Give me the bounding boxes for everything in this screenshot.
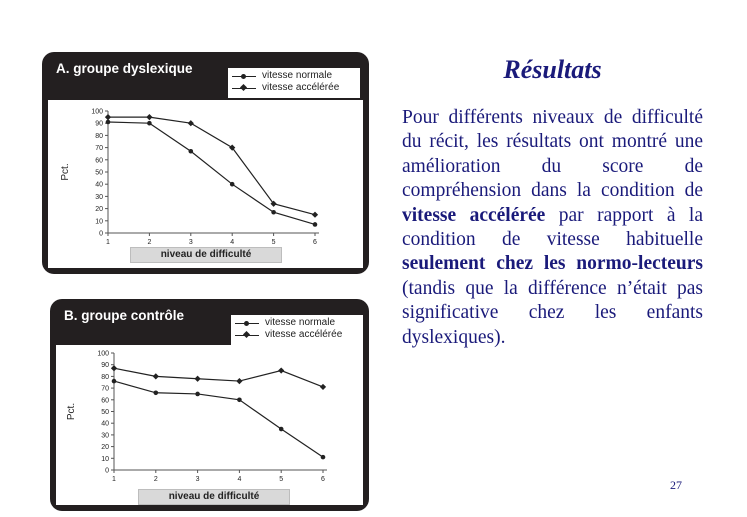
line-chart-dyslexic <box>48 100 363 268</box>
y-tick-label: 50 <box>95 169 103 177</box>
x-tick-label: 2 <box>147 239 152 246</box>
y-tick-label: 90 <box>95 120 103 128</box>
legend-item-accelerated <box>231 329 363 341</box>
y-tick-label: 70 <box>95 145 103 153</box>
data-point-accelerated <box>188 120 194 126</box>
y-tick-label: 10 <box>101 455 109 463</box>
x-axis-label-box <box>138 489 290 505</box>
slide-title: Résultats <box>503 55 602 84</box>
y-tick-label: 50 <box>101 409 109 416</box>
y-tick-label: 90 <box>101 362 109 370</box>
chart-panel-control <box>50 299 369 511</box>
legend-item-normal <box>231 317 363 329</box>
y-tick-label: 30 <box>101 432 109 440</box>
y-axis-label: Pct. <box>66 402 77 421</box>
data-point-normal <box>189 149 194 154</box>
data-point-normal <box>195 392 200 397</box>
x-tick-label: 1 <box>112 476 116 483</box>
data-point-normal <box>321 455 326 460</box>
plot-area <box>48 100 363 268</box>
chart-title: B. groupe contrôle <box>64 308 185 323</box>
body-emphasis: vitesse accélérée <box>402 204 546 226</box>
x-tick-label: 3 <box>188 239 193 246</box>
y-tick-label: 80 <box>95 132 103 140</box>
data-point-normal <box>112 379 117 384</box>
page-number: 27 <box>670 478 682 492</box>
data-point-accelerated <box>312 212 318 218</box>
legend-item-accelerated <box>228 82 360 94</box>
data-point-accelerated <box>320 384 326 390</box>
y-tick-label: 80 <box>101 373 109 381</box>
x-tick-label: 2 <box>153 476 158 483</box>
data-point-accelerated <box>111 365 117 371</box>
diamond-marker-icon <box>243 331 250 338</box>
x-axis-label: niveau de difficulté <box>168 491 260 502</box>
legend-item-normal <box>228 70 360 82</box>
y-tick-label: 30 <box>95 193 103 201</box>
data-point-accelerated <box>146 114 152 120</box>
y-tick-label: 100 <box>97 350 109 358</box>
x-tick-label: 4 <box>230 239 235 246</box>
data-point-normal <box>154 390 159 395</box>
y-tick-label: 10 <box>95 218 103 226</box>
data-point-accelerated <box>278 367 284 373</box>
x-tick-label: 6 <box>321 476 325 483</box>
data-point-normal <box>106 120 111 125</box>
y-tick-label: 0 <box>99 230 103 238</box>
series-line-normal <box>108 122 315 224</box>
body-text: (tandis que la différence n’était pas significative chez les enfants dyslexiques). <box>402 277 703 348</box>
series-line-accelerated <box>108 117 315 215</box>
data-point-normal <box>147 121 152 126</box>
y-tick-label: 40 <box>95 181 103 189</box>
y-tick-label: 20 <box>95 206 103 214</box>
slide-body <box>402 106 703 350</box>
x-tick-label: 5 <box>271 239 276 246</box>
data-point-accelerated <box>153 373 159 379</box>
y-tick-label: 20 <box>101 444 109 452</box>
data-point-accelerated <box>236 378 242 384</box>
data-point-accelerated <box>105 114 111 120</box>
y-tick-label: 0 <box>105 467 109 475</box>
data-point-normal <box>271 210 276 215</box>
legend <box>231 315 363 345</box>
data-point-normal <box>279 427 284 432</box>
y-tick-label: 60 <box>95 157 103 165</box>
x-axis-label: niveau de difficulté <box>160 249 252 260</box>
chart-title: A. groupe dyslexique <box>56 61 193 76</box>
dot-marker-icon <box>241 74 246 79</box>
series-line-accelerated <box>114 368 323 387</box>
line-chart-control <box>56 345 363 505</box>
series-line-normal <box>114 381 323 457</box>
legend <box>228 68 360 98</box>
x-tick-label: 6 <box>313 239 317 246</box>
body-text: Pour différents niveaux de difficulté du récit, les résultats ont montré une amélioration du score de compréhension dans la condition de <box>402 107 703 202</box>
y-tick-label: 70 <box>101 385 109 393</box>
y-tick-label: 60 <box>101 397 109 405</box>
data-point-normal <box>237 398 242 403</box>
x-tick-label: 3 <box>195 476 200 483</box>
x-tick-label: 5 <box>279 476 284 483</box>
y-tick-label: 100 <box>91 108 103 116</box>
y-axis-label: Pct. <box>60 163 71 181</box>
y-tick-label: 40 <box>101 420 109 428</box>
x-tick-label: 4 <box>237 476 242 483</box>
legend-label: vitesse normale <box>265 317 336 328</box>
plot-area <box>56 345 363 505</box>
data-point-normal <box>313 222 318 227</box>
legend-label: vitesse accélérée <box>265 329 343 340</box>
body-text: par rapport à la condition de vitesse habituelle <box>402 204 704 251</box>
x-axis-label-box <box>130 247 282 263</box>
legend-label: vitesse normale <box>262 70 333 81</box>
data-point-normal <box>230 182 235 187</box>
body-emphasis: seulement chez les normo-lecteurs <box>402 253 703 275</box>
diamond-marker-icon <box>240 84 247 91</box>
legend-label: vitesse accélérée <box>262 82 340 93</box>
data-point-accelerated <box>194 376 200 382</box>
x-tick-label: 1 <box>106 239 110 246</box>
dot-marker-icon <box>244 321 249 326</box>
chart-panel-dyslexic <box>42 52 369 274</box>
